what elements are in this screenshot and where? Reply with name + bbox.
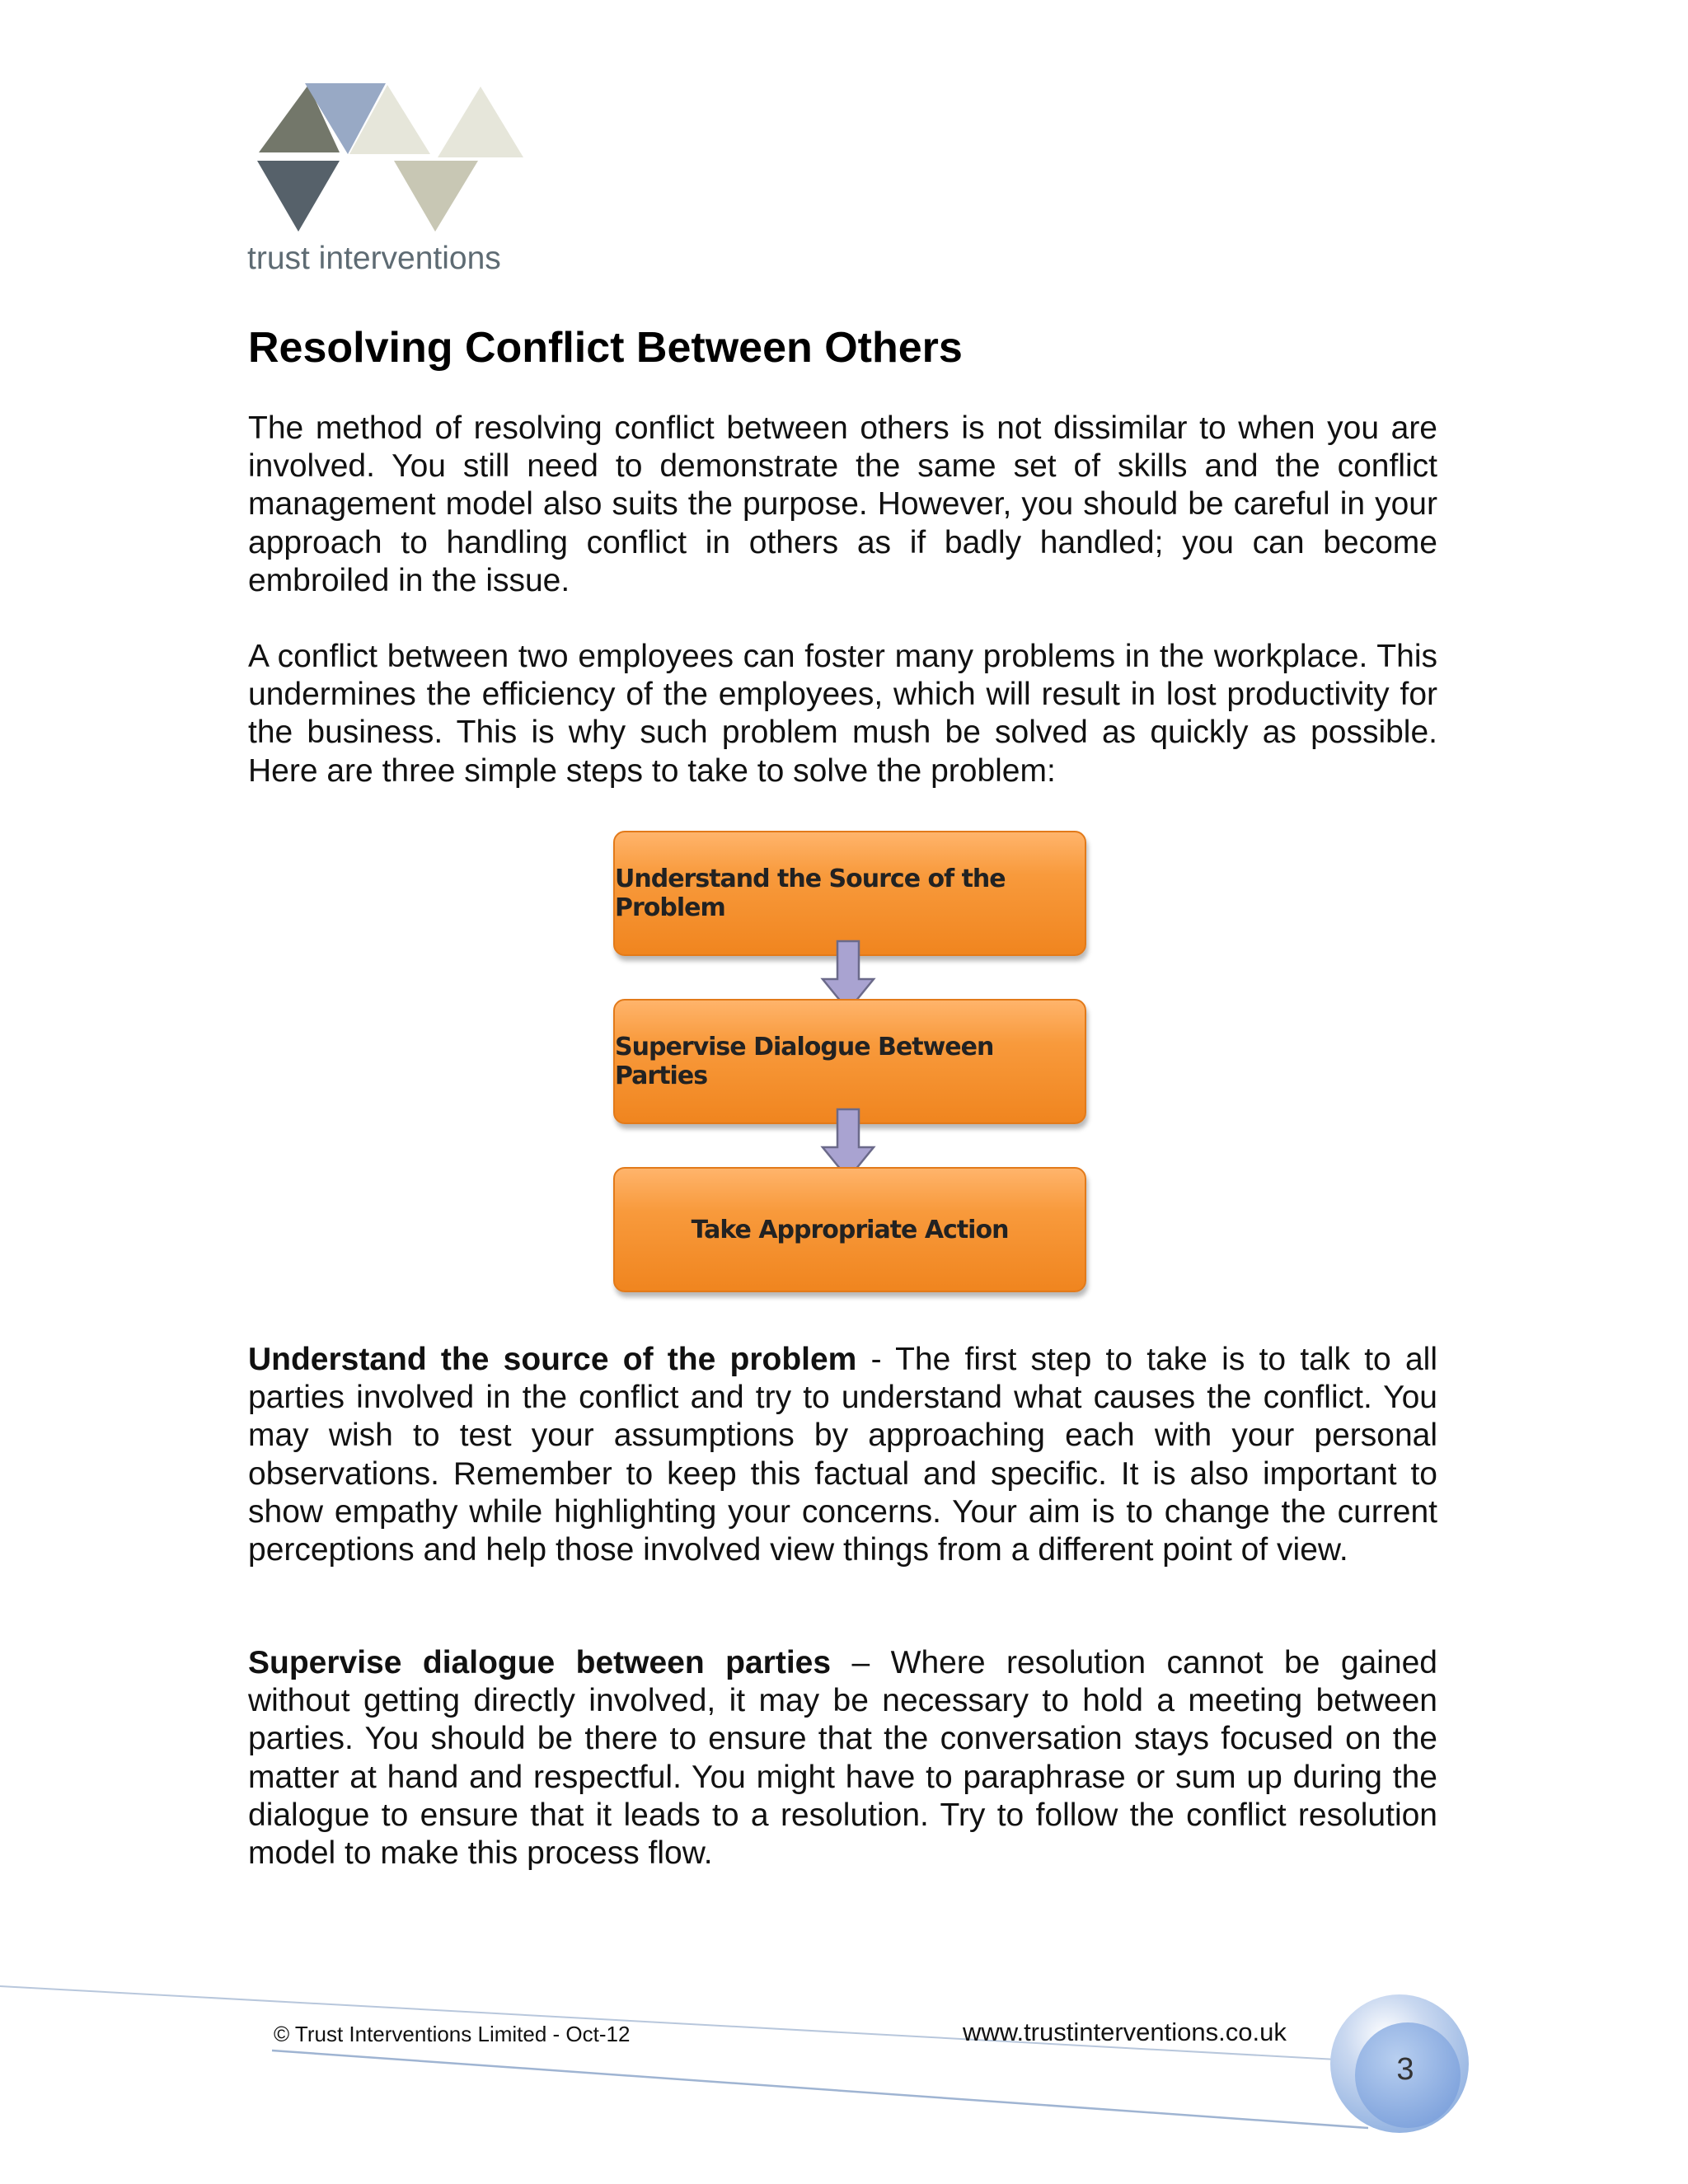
supervise-heading: Supervise dialogue between parties [248, 1645, 832, 1680]
problem-paragraph: A conflict between two employees can foster many problems in the workplace. This undermines the efficiency of the employees, which will result in lost productivity for the business. This is why such problem mush be solved as quickly as possible. Here are three simple steps to take to solve the problem: [248, 639, 1437, 789]
copyright-text: © Trust Interventions Limited - Oct-12 [274, 2022, 631, 2046]
intro-paragraph: The method of resolving conflict between others is not dissimilar to when you are involved. You still need to demonstrate the same set of skills and the conflict management model also suits the purpose. However, you should be careful in your approach to handling conflict in others as if badly handled; you can become embroiled in the issue. [248, 410, 1437, 598]
website-link[interactable]: www.trustinterventions.co.uk [963, 2018, 1287, 2046]
page-number: 3 [1396, 2052, 1414, 2087]
supervise-body: – Where resolution cannot be gained without getting directly involved, it may be necessary to hold a meeting between parties. You should be there to ensure that the conversation stays focused on the matter at hand and respectful. You might have to paraphrase or sum up during the dialogue to ensure that it leads to a resolution. Try to follow the conflict resolution model to make this process flow. [248, 1645, 1438, 1872]
flow-step-understand: Understand the Source of the Problem [613, 831, 1086, 956]
brand-name: trust interventions [247, 241, 501, 276]
understand-body: - The first step to take is to talk to all parties involved in the conflict and try to understand what causes the conflict. You may wish to test your assumptions by approaching each with your personal observations. Remember to keep this factual and specific. It is also important to show empathy while highlighting your concerns. Your aim is to change the current perceptions and help those involved view things from a different point of view. [248, 1342, 1437, 1568]
understand-heading: Understand the source of the problem [248, 1342, 857, 1377]
flow-step-supervise: Supervise Dialogue Between Parties [613, 999, 1086, 1124]
page-title: Resolving Conflict Between Others [248, 324, 963, 372]
flow-step-action: Take Appropriate Action [613, 1167, 1086, 1292]
